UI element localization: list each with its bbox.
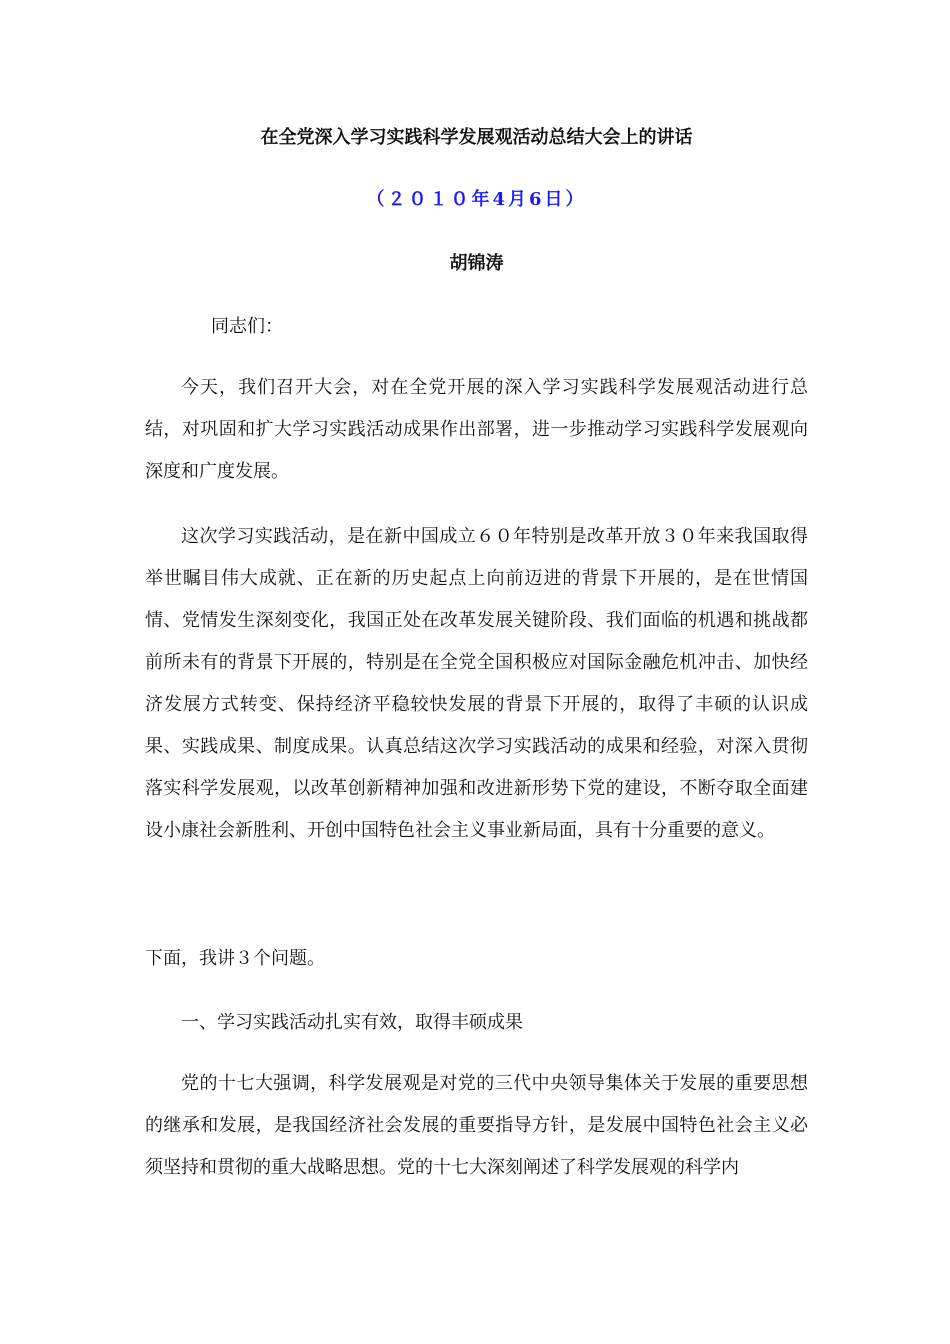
body-paragraph-4: 党的十七大强调，科学发展观是对党的三代中央领导集体关于发展的重要思想的继承和发展，是我国经济社会发展的重要指导方针，是发展中国特色社会主义必须坚持和贯彻的重大战略思想。党的十七大深刻阐述了科学发展观的科学内 — [145, 1073, 808, 1178]
section-heading-1: 一、学习实践活动扎实有效，取得丰硕成果 — [181, 1012, 523, 1033]
speech-date: （２０１０年4月6日） — [366, 189, 587, 210]
greeting-paragraph: 同志们： — [211, 316, 283, 337]
body-paragraph-1: 今天，我们召开大会，对在全党开展的深入学习实践科学发展观活动进行总结，对巩固和扩大学习实践活动成果作出部署，进一步推动学习实践科学发展观向深度和广度发展。 — [145, 377, 808, 482]
body-paragraph-2: 这次学习实践活动，是在新中国成立６０年特别是改革开放３０年来我国取得举世瞩目伟大成就、正在新的历史起点上向前迈进的背景下开展的，是在世情国情、党情发生深刻变化，我国正处在改革发展关键阶段、我们面临的机遇和挑战都前所未有的背景下开展的，特别是在全党全国积极应对国际金融危机冲击、加快经济发展方式转变、保持经济平稳较快发展的背景下开展的，取得了丰硕的认识成果、实践成果、制度成果。认真总结这次学习实践活动的成果和经验，对深入贯彻落实科学发展观，以改革创新精神加强和改进新形势下党的建设，不断夺取全面建设小康社会新胜利、开创中国特色社会主义事业新局面，具有十分重要的意义。 — [145, 526, 808, 841]
speech-title: 在全党深入学习实践科学发展观活动总结大会上的讲话 — [260, 127, 693, 148]
speech-author: 胡锦涛 — [449, 253, 504, 274]
body-paragraph-3: 下面，我讲３个问题。 — [145, 948, 325, 969]
